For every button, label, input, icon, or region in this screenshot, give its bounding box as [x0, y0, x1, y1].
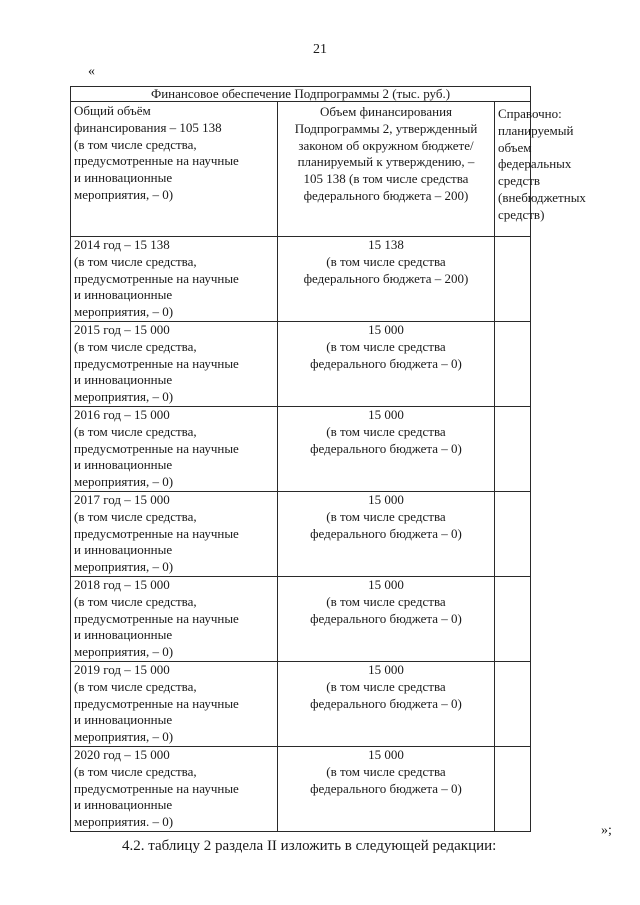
cell-total-by-year: 2017 год – 15 000 (в том числе средства, предусмотренные на научные и инновационные мероприятия, – 0) [71, 492, 278, 577]
financing-table [70, 86, 586, 832]
table-row [71, 407, 531, 492]
cell-funding-amount: 15 000 (в том числе средства федерального бюджета – 0) [278, 492, 495, 577]
opening-quote-mark: « [88, 64, 95, 79]
closing-quote-mark: »; [601, 823, 612, 838]
cell-total-by-year: 2018 год – 15 000 (в том числе средства, предусмотренные на научные и инновационные мероприятия, – 0) [71, 577, 278, 662]
table-row [71, 492, 531, 577]
table-row [71, 747, 531, 832]
cell-funding-amount: 15 000 (в том числе средства федерального бюджета – 0) [278, 407, 495, 492]
cell-total-by-year: 2014 год – 15 138 (в том числе средства, предусмотренные на научные и инновационные мероприятия, – 0) [71, 237, 278, 322]
table-row [71, 322, 531, 407]
cell-total-by-year: 2019 год – 15 000 (в том числе средства, предусмотренные на научные и инновационные мероприятия, – 0) [71, 662, 278, 747]
header-approved-financing: Объем финансирования Подпрограммы 2, утвержденный законом об окружном бюджете/ планируемый к утверждению, – 105 138 (в том числе средства федерального бюджета – 200) [278, 102, 495, 237]
cell-total-by-year: 2015 год – 15 000 (в том числе средства, предусмотренные на научные и инновационные мероприятия, – 0) [71, 322, 278, 407]
cell-reference [495, 577, 531, 662]
table-title: Финансовое обеспечение Подпрограммы 2 (тыс. руб.) [71, 87, 531, 102]
cell-reference [495, 662, 531, 747]
cell-reference [495, 492, 531, 577]
table-row [71, 662, 531, 747]
cell-funding-amount: 15 000 (в том числе средства федерального бюджета – 0) [278, 662, 495, 747]
page-number: 21 [313, 42, 327, 57]
table-title-row [71, 87, 531, 102]
table-row [71, 237, 531, 322]
cell-reference [495, 322, 531, 407]
cell-total-by-year: 2020 год – 15 000 (в том числе средства, предусмотренные на научные и инновационные мероприятия. – 0) [71, 747, 278, 832]
table-header-row [71, 102, 531, 237]
cell-reference [495, 237, 531, 322]
cell-total-by-year: 2016 год – 15 000 (в том числе средства, предусмотренные на научные и инновационные мероприятия, – 0) [71, 407, 278, 492]
cell-reference [495, 407, 531, 492]
cell-funding-amount: 15 000 (в том числе средства федерального бюджета – 0) [278, 747, 495, 832]
cell-funding-amount: 15 000 (в том числе средства федерального бюджета – 0) [278, 322, 495, 407]
header-reference-federal-funds: Справочно: планируемый объем федеральных средств (внебюджетных средств) [495, 102, 531, 237]
instruction-text: 4.2. таблицу 2 раздела II изложить в следующей редакции: [122, 838, 497, 854]
table-row [71, 577, 531, 662]
header-total-financing: Общий объём финансирования – 105 138 (в том числе средства, предусмотренные на научные и инновационные мероприятия, – 0) [71, 102, 278, 237]
cell-funding-amount: 15 138 (в том числе средства федерального бюджета – 200) [278, 237, 495, 322]
cell-reference [495, 747, 531, 832]
cell-funding-amount: 15 000 (в том числе средства федерального бюджета – 0) [278, 577, 495, 662]
